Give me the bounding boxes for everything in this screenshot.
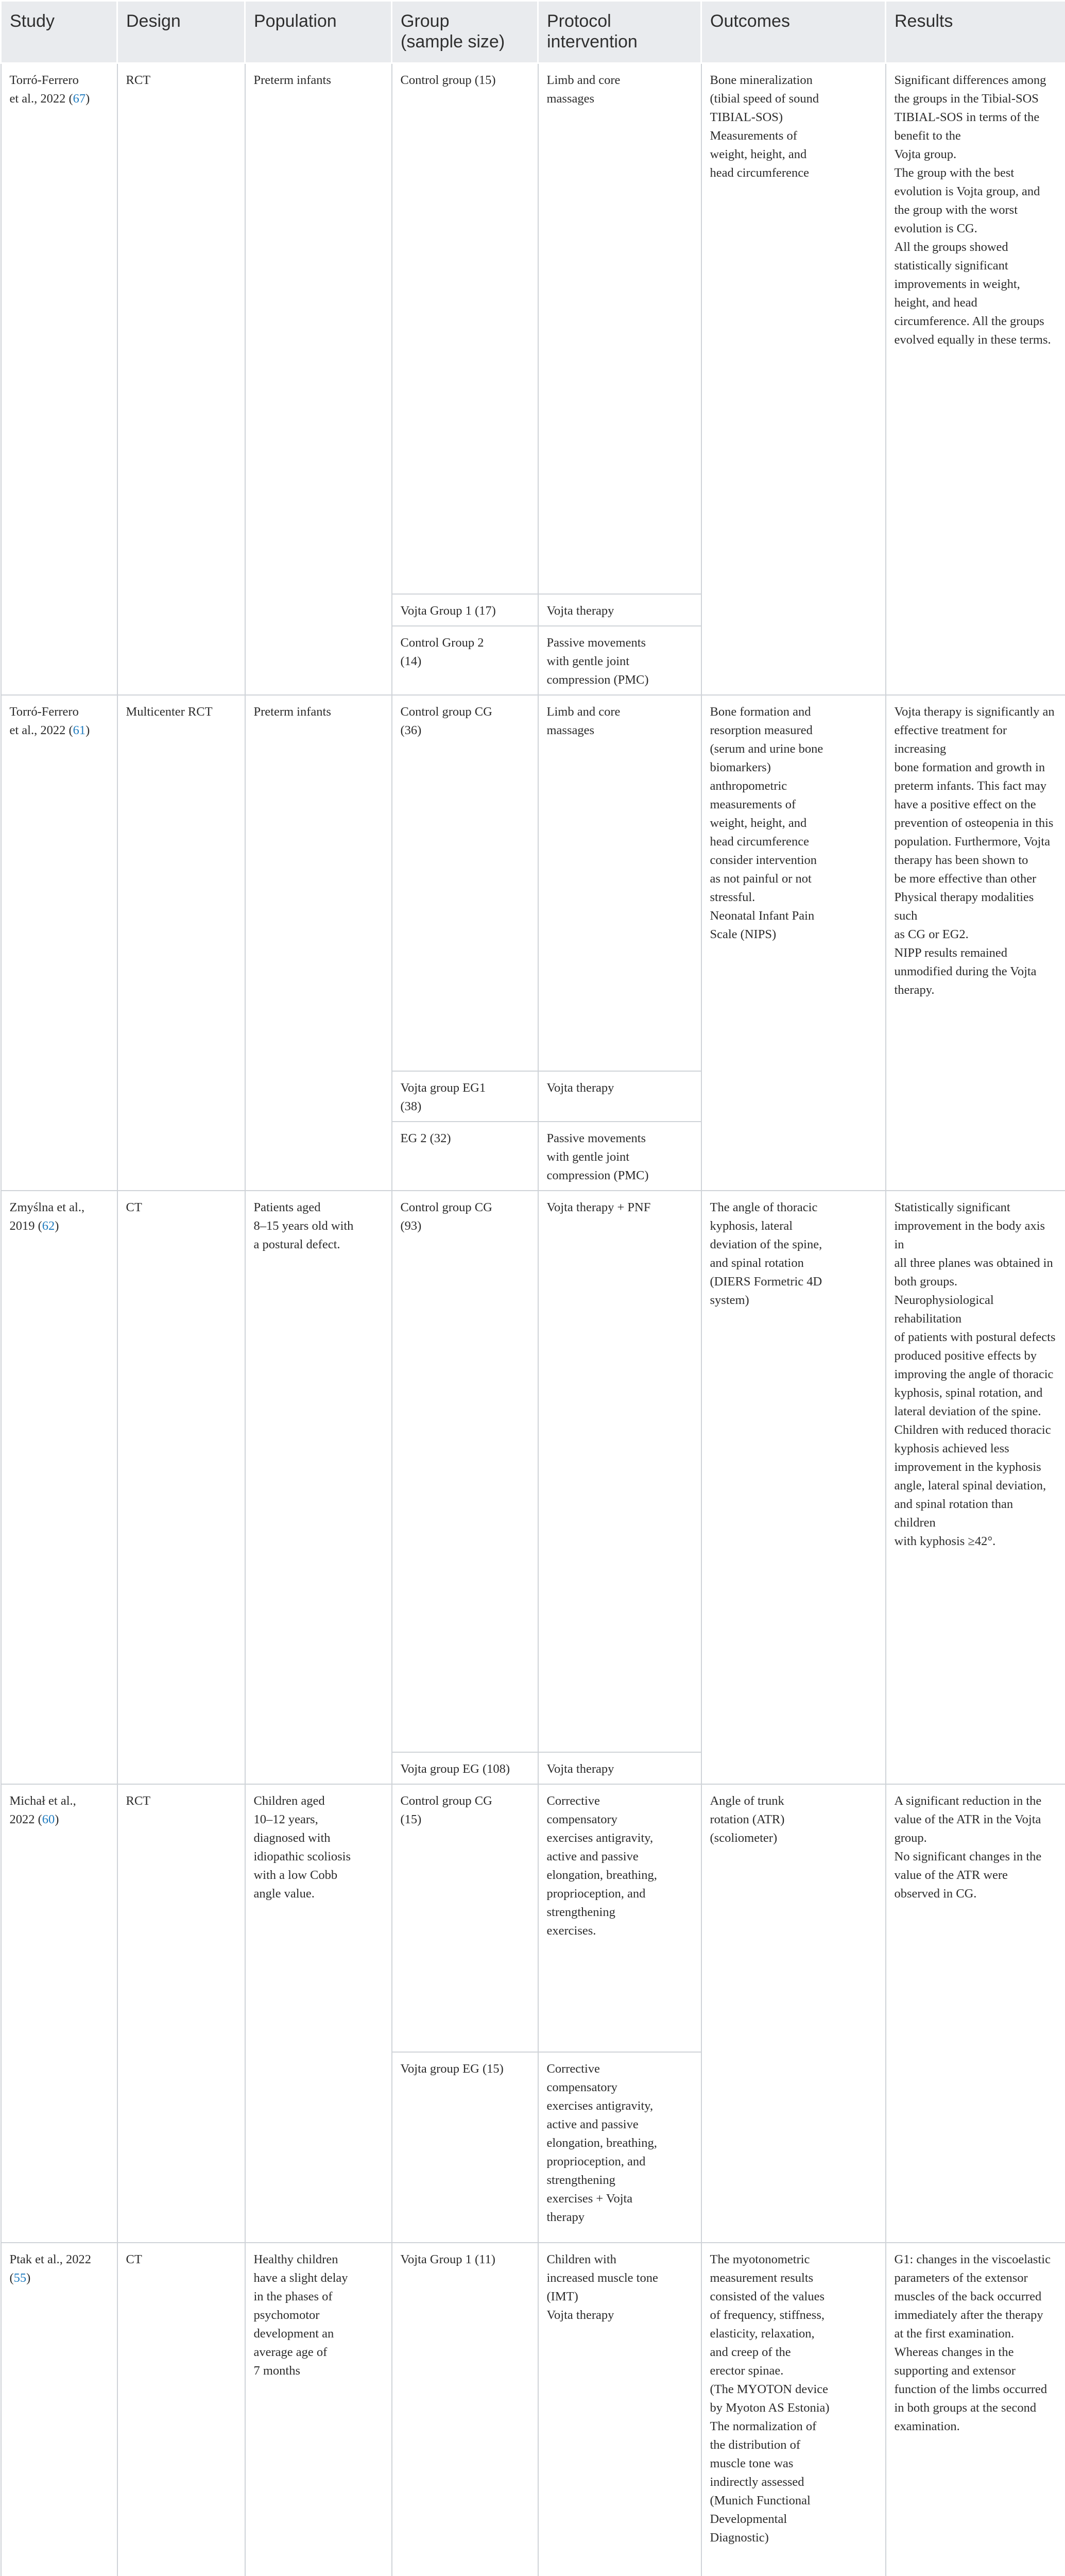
table-body [1, 63, 1065, 2576]
population-cell: Healthy children have a slight delay in the phases of psychomotor development an average age of 7 months [245, 2243, 392, 2576]
table-row [1, 1191, 1065, 1752]
population-cell: Patients aged 8–15 years old with a postural defect. [245, 1191, 392, 1784]
table-row [1, 63, 1065, 594]
reference-link[interactable]: 67 [73, 92, 86, 106]
group-cell: Vojta Group 1 (11) [392, 2243, 538, 2576]
group-cell: Vojta group EG (108) [392, 1752, 538, 1784]
study-cell: Ptak et al., 2022 (55) [1, 2243, 117, 2576]
protocol-cell: Vojta therapy [538, 1071, 701, 1122]
group-cell: Vojta group EG (15) [392, 2052, 538, 2243]
protocol-cell: Limb and core massages [538, 695, 701, 1071]
table-row [1, 1784, 1065, 2052]
reference-link[interactable]: 61 [73, 723, 86, 737]
design-cell: RCT [117, 1784, 245, 2243]
design-cell: CT [117, 1191, 245, 1784]
outcomes-cell: Angle of trunk rotation (ATR) (scoliometer) [701, 1784, 886, 2243]
design-cell: Multicenter RCT [117, 695, 245, 1191]
header-results: Results [886, 1, 1065, 63]
population-cell: Children aged 10–12 years, diagnosed with idiopathic scoliosis with a low Cobb angle value. [245, 1784, 392, 2243]
group-cell: Vojta Group 1 (17) [392, 594, 538, 626]
study-cell: Torró-Ferrero et al., 2022 (67) [1, 63, 117, 695]
outcomes-cell: Bone formation and resorption measured (serum and urine bone biomarkers) anthropometric measurements of weight, height, and head circumference consider intervention as not painful or not stressful. Neonatal Infant Pain Scale (NIPS) [701, 695, 886, 1191]
results-cell: Vojta therapy is significantly an effective treatment for increasing bone formation and growth in preterm infants. This fact may have a positive effect on the prevention of osteopenia in this population. Furthermore, Vojta therapy has been shown to be more effective than other Physical therapy modalities such as CG or EG2. NIPP results remained unmodified during the Vojta therapy. [886, 695, 1065, 1191]
header-design: Design [117, 1, 245, 63]
group-cell: Control group CG (36) [392, 695, 538, 1071]
study-cell: Michał et al., 2022 (60) [1, 1784, 117, 2243]
reference-link[interactable]: 62 [42, 1218, 55, 1233]
group-cell: Vojta group EG1 (38) [392, 1071, 538, 1122]
outcomes-cell: Bone mineralization (tibial speed of sound TIBIAL-SOS) Measurements of weight, height, and head circumference [701, 63, 886, 695]
outcomes-cell: The myotonometric measurement results consisted of the values of frequency, stiffness, elasticity, relaxation, and creep of the erector spinae. (The MYOTON device by Myoton AS Estonia) The normalization of the distribution of muscle tone was indirectly assessed (Munich Functional Developmental Diagnostic) [701, 2243, 886, 2576]
protocol-cell: Passive movements with gentle joint compression (PMC) [538, 626, 701, 695]
results-cell: G1: changes in the viscoelastic parameters of the extensor muscles of the back occurred immediately after the therapy at the first examination. Whereas changes in the supporting and extensor function of the limbs occurred in both groups at the second examination. [886, 2243, 1065, 2576]
group-cell: Control group CG (93) [392, 1191, 538, 1752]
header-protocol: Protocol intervention [538, 1, 701, 63]
group-cell: Control group (15) [392, 63, 538, 594]
results-cell: A significant reduction in the value of the ATR in the Vojta group. No significant changes in the value of the ATR were observed in CG. [886, 1784, 1065, 2243]
protocol-cell: Corrective compensatory exercises antigravity, active and passive elongation, breathing, proprioception, and strengthening exercises + Vojta therapy [538, 2052, 701, 2243]
header-group: Group (sample size) [392, 1, 538, 63]
protocol-cell: Children with increased muscle tone (IMT) Vojta therapy [538, 2243, 701, 2576]
protocol-cell: Vojta therapy [538, 594, 701, 626]
reference-link[interactable]: 60 [42, 1812, 55, 1826]
group-cell: EG 2 (32) [392, 1122, 538, 1191]
protocol-cell: Passive movements with gentle joint compression (PMC) [538, 1122, 701, 1191]
population-cell: Preterm infants [245, 63, 392, 695]
design-cell: CT [117, 2243, 245, 2576]
protocol-cell: Vojta therapy + PNF [538, 1191, 701, 1752]
reference-link[interactable]: 55 [13, 2270, 27, 2285]
population-cell: Preterm infants [245, 695, 392, 1191]
table-row [1, 2243, 1065, 2576]
header-study: Study [1, 1, 117, 63]
protocol-cell: Vojta therapy [538, 1752, 701, 1784]
outcomes-cell: The angle of thoracic kyphosis, lateral deviation of the spine, and spinal rotation (DIERS Formetric 4D system) [701, 1191, 886, 1784]
header-population: Population [245, 1, 392, 63]
results-cell: Significant differences among the groups in the Tibial-SOS TIBIAL-SOS in terms of the benefit to the Vojta group. The group with the best evolution is Vojta group, and the group with the worst evolution is CG. All the groups showed statistically significant improvements in weight, height, and head circumference. All the groups evolved equally in these terms. [886, 63, 1065, 695]
study-cell: Zmyślna et al., 2019 (62) [1, 1191, 117, 1784]
table-row [1, 695, 1065, 1071]
study-cell: Torró-Ferrero et al., 2022 (61) [1, 695, 117, 1191]
header-row [1, 1, 1065, 63]
protocol-cell: Corrective compensatory exercises antigravity, active and passive elongation, breathing, proprioception, and strengthening exercises. [538, 1784, 701, 2052]
design-cell: RCT [117, 63, 245, 695]
results-cell: Statistically significant improvement in the body axis in all three planes was obtained in both groups. Neurophysiological rehabilitation of patients with postural defects produced positive effects by improving the angle of thoracic kyphosis, spinal rotation, and lateral deviation of the spine. Children with reduced thoracic kyphosis achieved less improvement in the kyphosis angle, lateral spinal deviation, and spinal rotation than children with kyphosis ≥42°. [886, 1191, 1065, 1784]
group-cell: Control group CG (15) [392, 1784, 538, 2052]
table-header [1, 1, 1065, 63]
header-outcomes: Outcomes [701, 1, 886, 63]
group-cell: Control Group 2 (14) [392, 626, 538, 695]
protocol-cell: Limb and core massages [538, 63, 701, 594]
